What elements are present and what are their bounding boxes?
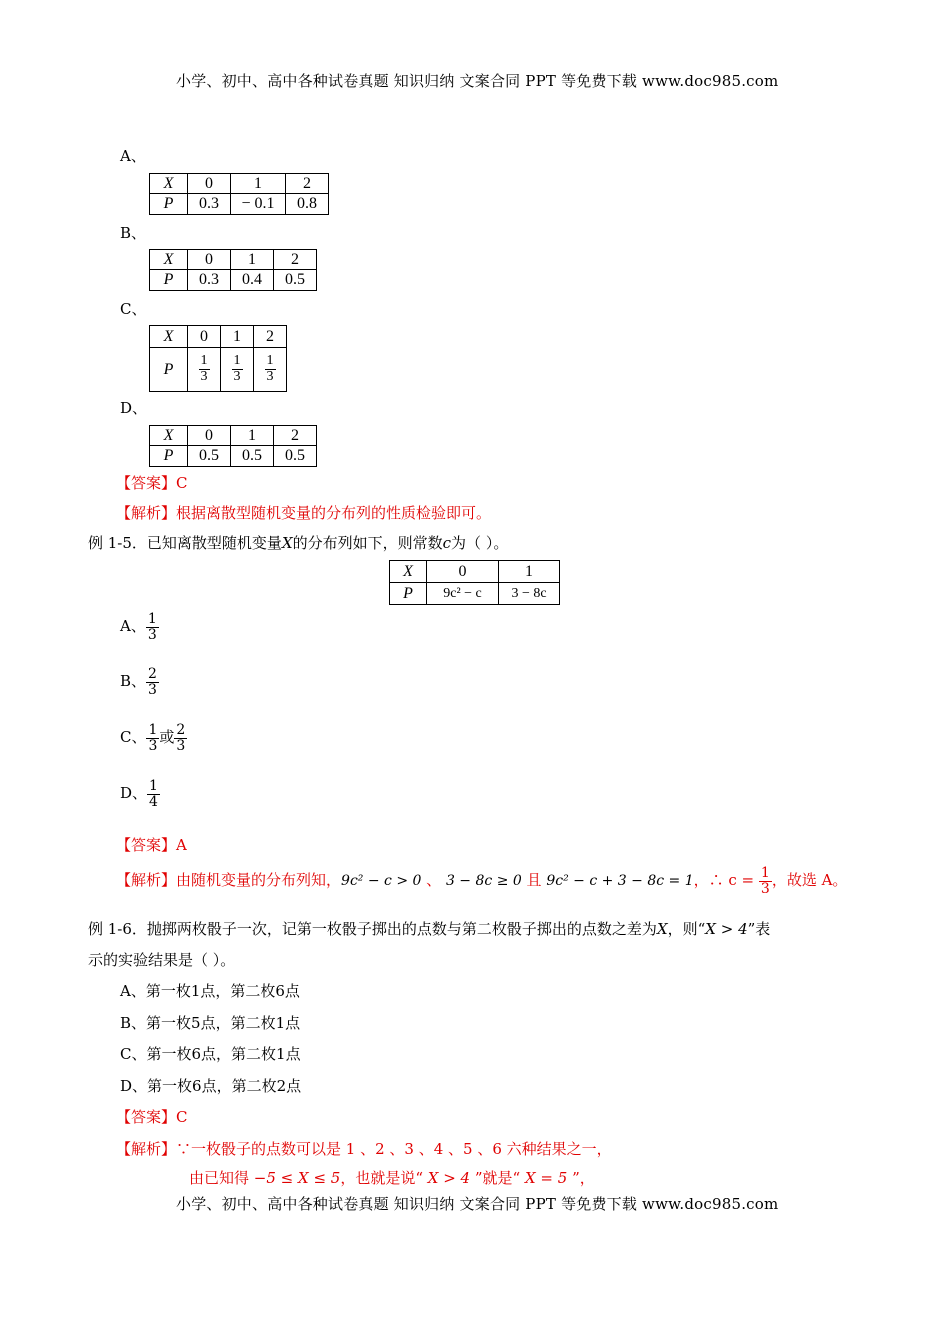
table-cell: 0 bbox=[188, 326, 221, 348]
stem-text: ，则“ bbox=[667, 920, 706, 938]
q5-option-c bbox=[120, 723, 187, 753]
analysis-text: 由随机变量的分布列知， bbox=[176, 871, 342, 890]
option-b-label: B、 bbox=[120, 224, 147, 242]
frac-den: 3 bbox=[760, 880, 770, 897]
q5-option-d bbox=[120, 779, 160, 809]
table-cell: 0.5 bbox=[188, 446, 231, 467]
answer-value: A bbox=[176, 836, 187, 854]
table-cell: 1 bbox=[499, 561, 560, 583]
analysis-text: 且 bbox=[521, 871, 547, 890]
table-cell: 0.4 bbox=[231, 270, 274, 291]
math-expr: 9c² − c + 3 − 8c = 1 bbox=[546, 873, 694, 890]
analysis-line-2 bbox=[189, 1167, 595, 1188]
table-cell: 0 bbox=[188, 174, 231, 194]
option-label: D、 bbox=[120, 784, 148, 803]
frac-den: 3 bbox=[148, 737, 158, 754]
table-cell: 0 bbox=[188, 250, 231, 270]
frac-num: 2 bbox=[176, 722, 186, 738]
table-cell: 1 bbox=[231, 174, 286, 194]
table-cell: 0.5 bbox=[231, 446, 274, 467]
analysis-text: ，故选 A。 bbox=[771, 871, 848, 890]
analysis-text: ，也就是说“ bbox=[340, 1169, 423, 1187]
variable-x: X bbox=[656, 920, 668, 938]
answer-line bbox=[116, 834, 187, 855]
variable-c: c bbox=[442, 534, 452, 552]
math-expr: X > 4 bbox=[423, 1169, 475, 1187]
table-cell: 1 bbox=[221, 326, 254, 348]
table-cell: 2 bbox=[274, 250, 317, 270]
frac-den: 4 bbox=[149, 793, 158, 810]
option-label: B、 bbox=[120, 672, 147, 691]
frac-num: 1 bbox=[147, 611, 157, 627]
analysis-text: ，∴ c = bbox=[693, 871, 759, 890]
stem-text: ”表 bbox=[747, 920, 771, 938]
analysis-line bbox=[116, 502, 491, 523]
analysis-text: 、 bbox=[421, 871, 446, 890]
option-b-table bbox=[149, 249, 317, 291]
q5-option-a bbox=[120, 612, 159, 642]
analysis-text: 根据离散型随机变量的分布列的性质检验即可。 bbox=[176, 504, 492, 522]
analysis-tag: 【解析】 bbox=[116, 1140, 177, 1158]
analysis-text: ”就是“ bbox=[474, 1169, 521, 1187]
stem-text: 的分布列如下，则常数 bbox=[292, 534, 443, 552]
table-cell: P bbox=[150, 446, 188, 467]
page-footer: 小学、初中、高中各种试卷真题 知识归纳 文案合同 PPT 等免费下载 www.doc985.com bbox=[176, 1195, 779, 1213]
analysis-tag: 【解析】 bbox=[116, 504, 177, 522]
table-cell: X bbox=[390, 561, 427, 583]
answer-tag: 【答案】 bbox=[116, 836, 177, 854]
stem-text: 例 1-5．已知离散型随机变量 bbox=[88, 534, 282, 552]
frac-num: 1 bbox=[200, 353, 208, 369]
math-expr: X > 4 bbox=[705, 920, 748, 938]
analysis-line bbox=[116, 1138, 612, 1159]
table-cell: − 0.1 bbox=[231, 194, 286, 215]
frac-num: 1 bbox=[266, 353, 274, 369]
option-c-table bbox=[149, 325, 287, 392]
math-expr: −5 ≤ X ≤ 5 bbox=[249, 1169, 341, 1187]
math-expr: 9c² − c > 0 bbox=[341, 873, 422, 890]
answer-tag: 【答案】 bbox=[116, 1108, 177, 1126]
q6-option-a: A、第一枚1点，第二枚6点 bbox=[120, 982, 300, 1000]
option-label: C、 bbox=[120, 728, 147, 747]
q6-option-d: D、第一枚6点，第二枚2点 bbox=[120, 1077, 302, 1095]
option-c-label: C、 bbox=[120, 300, 147, 318]
table-cell: P bbox=[390, 583, 427, 605]
question-6-stem-cont: 示的实验结果是（ ）。 bbox=[88, 951, 236, 969]
frac-den: 3 bbox=[176, 737, 186, 754]
table-cell: 0.3 bbox=[188, 270, 231, 291]
table-cell: 2 bbox=[274, 426, 317, 446]
frac-num: 2 bbox=[148, 666, 157, 682]
table-cell: 0 bbox=[427, 561, 499, 583]
table-cell: 0.5 bbox=[274, 446, 317, 467]
table-cell: 0.5 bbox=[274, 270, 317, 291]
answer-line bbox=[116, 1106, 188, 1127]
answer-line bbox=[116, 472, 188, 493]
table-cell: 9c² − c bbox=[427, 583, 499, 605]
math-expr: 3 − 8c ≥ 0 bbox=[445, 873, 522, 890]
analysis-tag: 【解析】 bbox=[116, 871, 177, 890]
frac-num: 1 bbox=[760, 865, 770, 881]
question-5-table bbox=[389, 560, 560, 605]
answer-value: C bbox=[176, 474, 188, 492]
option-label: A、 bbox=[120, 617, 146, 636]
question-6-stem bbox=[88, 918, 770, 939]
frac-den: 3 bbox=[148, 681, 157, 698]
math-expr: X = 5 bbox=[520, 1169, 573, 1187]
table-cell: X bbox=[150, 426, 188, 446]
analysis-text: 由已知得 bbox=[189, 1169, 250, 1187]
q6-option-c: C、第一枚6点，第二枚1点 bbox=[120, 1045, 301, 1063]
option-a-table bbox=[149, 173, 329, 215]
table-cell: 1 bbox=[231, 426, 274, 446]
question-5-stem bbox=[88, 532, 508, 553]
table-cell: 2 bbox=[254, 326, 287, 348]
stem-text: 例 1-6．抛掷两枚骰子一次，记第一枚骰子掷出的点数与第二枚骰子掷出的点数之差为 bbox=[88, 920, 657, 938]
option-d-table bbox=[149, 425, 317, 467]
q6-option-b: B、第一枚5点，第二枚1点 bbox=[120, 1014, 301, 1032]
table-cell: X bbox=[150, 326, 188, 348]
table-cell: 3 − 8c bbox=[499, 583, 560, 605]
table-cell: 0.3 bbox=[188, 194, 231, 215]
table-cell bbox=[254, 348, 287, 392]
table-cell bbox=[188, 348, 221, 392]
analysis-line bbox=[116, 866, 847, 896]
frac-num: 1 bbox=[148, 722, 158, 738]
table-cell: P bbox=[150, 348, 188, 392]
stem-text: 为（ ）。 bbox=[451, 534, 509, 552]
analysis-text: ”， bbox=[572, 1169, 595, 1187]
q5-option-b bbox=[120, 667, 159, 697]
option-d-label: D、 bbox=[120, 399, 148, 417]
frac-num: 1 bbox=[233, 353, 241, 369]
or-text: 或 bbox=[159, 728, 175, 747]
answer-value: C bbox=[176, 1108, 188, 1126]
table-cell: 0 bbox=[188, 426, 231, 446]
frac-den: 3 bbox=[233, 369, 241, 384]
variable-x: X bbox=[281, 534, 293, 552]
table-cell: X bbox=[150, 250, 188, 270]
option-a-label: A、 bbox=[120, 147, 146, 165]
analysis-text: ∵一枚骰子的点数可以是 1 、2 、3 、4 、5 、6 六种结果之一， bbox=[176, 1140, 612, 1158]
table-cell: 2 bbox=[286, 174, 329, 194]
table-cell: 0.8 bbox=[286, 194, 329, 215]
frac-num: 1 bbox=[149, 778, 158, 794]
frac-den: 3 bbox=[266, 369, 274, 384]
table-cell: P bbox=[150, 270, 188, 291]
frac-den: 3 bbox=[200, 369, 208, 384]
table-cell bbox=[221, 348, 254, 392]
frac-den: 3 bbox=[147, 626, 157, 643]
answer-tag: 【答案】 bbox=[116, 474, 177, 492]
page-header: 小学、初中、高中各种试卷真题 知识归纳 文案合同 PPT 等免费下载 www.doc985.com bbox=[176, 72, 779, 90]
table-cell: P bbox=[150, 194, 188, 215]
table-cell: 1 bbox=[231, 250, 274, 270]
table-cell: X bbox=[150, 174, 188, 194]
